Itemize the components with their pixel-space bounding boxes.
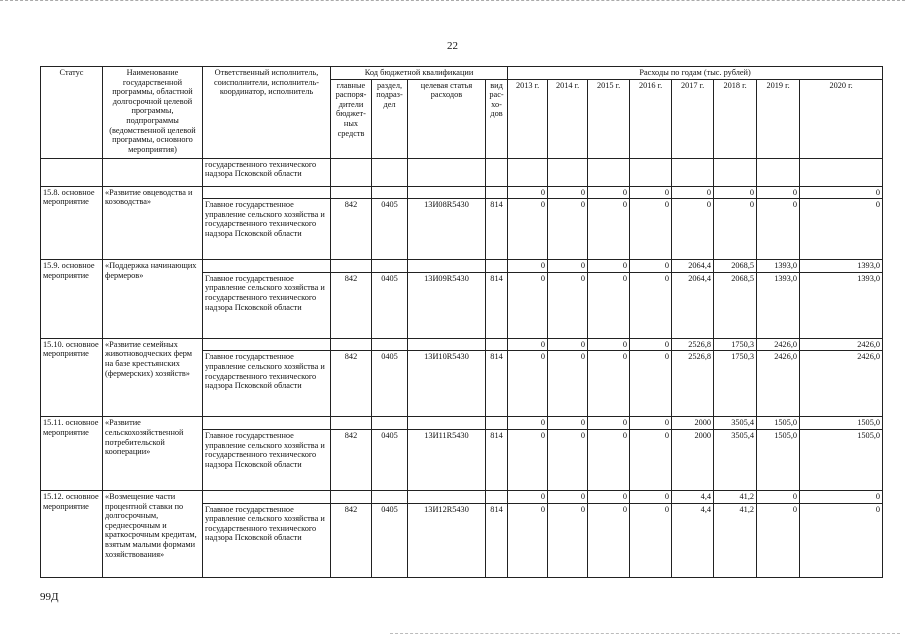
col-csr: целевая статья расходов [408,79,486,158]
total-value-cell: 0 [548,338,588,351]
table-row [41,490,883,503]
table-cell [331,417,372,430]
total-value-cell: 2064,4 [672,260,714,273]
total-value-cell: 0 [548,186,588,199]
table-cell [408,260,486,273]
value-cell: 0 [588,429,630,490]
razdel-cell: 0405 [372,429,408,490]
total-value-cell: 0 [672,186,714,199]
scan-bottom-edge [390,633,900,635]
table-cell [331,186,372,199]
csr-cell: 13И08R5430 [408,199,486,260]
table-cell [486,417,508,430]
total-value-cell: 0 [800,490,883,503]
value-cell: 0 [508,199,548,260]
continuation-row [41,158,883,186]
table-cell [800,158,883,186]
status-cell: 15.11. основное мероприятие [41,417,103,491]
total-value-cell: 0 [630,490,672,503]
value-cell: 0 [630,429,672,490]
value-cell: 0 [588,351,630,417]
table-row [41,338,883,351]
vr-cell: 814 [486,503,508,577]
value-cell: 0 [630,272,672,338]
col-executor: Ответственный исполнитель, соисполнители, исполнитель-координатор, исполнитель [203,67,331,159]
name-cell: «Возмещение части процентной ставки по долгосрочным, среднесрочным и краткосрочным кредитам, взятым малыми формами хозяйствования» [103,490,203,577]
table-cell [486,260,508,273]
table-cell [757,158,800,186]
col-expenses-group: Расходы по годам (тыс. рублей) [508,67,883,80]
executor-cell: Главное государственное управление сельского хозяйства и государственного технического надзора Псковской области [203,351,331,417]
table-cell [408,490,486,503]
grbs-cell: 842 [331,351,372,417]
table-cell [486,186,508,199]
razdel-cell: 0405 [372,503,408,577]
value-cell: 0 [508,351,548,417]
table-cell [408,158,486,186]
value-cell: 1750,3 [714,351,757,417]
value-cell: 0 [548,199,588,260]
value-cell: 0 [630,351,672,417]
value-cell: 1505,0 [757,429,800,490]
table-cell [203,186,331,199]
value-cell: 2426,0 [757,351,800,417]
table-cell [203,338,331,351]
csr-cell: 13И12R5430 [408,503,486,577]
value-cell: 3505,4 [714,429,757,490]
total-value-cell: 1505,0 [757,417,800,430]
executor-cell: Главное государственное управление сельского хозяйства и государственного технического надзора Псковской области [203,272,331,338]
table-cell [372,186,408,199]
table-cell [203,417,331,430]
value-cell: 2526,8 [672,351,714,417]
total-value-cell: 1750,3 [714,338,757,351]
table-cell [408,186,486,199]
value-cell: 2426,0 [800,351,883,417]
value-cell: 0 [548,351,588,417]
total-value-cell: 0 [588,186,630,199]
col-grbs: главные распоря- дители бюджет- ных средств [331,79,372,158]
total-value-cell: 0 [548,260,588,273]
total-value-cell: 1393,0 [800,260,883,273]
value-cell: 0 [672,199,714,260]
col-year: 2017 г. [672,79,714,158]
value-cell: 2000 [672,429,714,490]
razdel-cell: 0405 [372,272,408,338]
total-value-cell: 0 [588,338,630,351]
table-cell [372,158,408,186]
col-year: 2020 г. [800,79,883,158]
executor-cell: Главное государственное управление сельского хозяйства и государственного технического надзора Псковской области [203,503,331,577]
page-number: 22 [447,40,458,52]
total-value-cell: 0 [508,338,548,351]
value-cell: 0 [548,503,588,577]
total-value-cell: 2068,5 [714,260,757,273]
value-cell: 0 [588,503,630,577]
total-value-cell: 0 [548,490,588,503]
total-value-cell: 2000 [672,417,714,430]
value-cell: 0 [630,199,672,260]
total-value-cell: 0 [508,417,548,430]
table-cell [672,158,714,186]
col-year: 2014 г. [548,79,588,158]
table-cell [372,338,408,351]
table-cell [486,490,508,503]
value-cell: 2064,4 [672,272,714,338]
executor-cell: Главное государственное управление сельского хозяйства и государственного технического надзора Псковской области [203,199,331,260]
value-cell: 0 [588,199,630,260]
table-cell [331,490,372,503]
table-cell [372,490,408,503]
table-cell [548,158,588,186]
csr-cell: 13И09R5430 [408,272,486,338]
total-value-cell: 2426,0 [757,338,800,351]
table-cell [203,260,331,273]
total-value-cell: 3505,4 [714,417,757,430]
value-cell: 0 [800,503,883,577]
razdel-cell: 0405 [372,351,408,417]
col-vr: вид рас- хо- дов [486,79,508,158]
table-cell [486,338,508,351]
value-cell: 0 [757,199,800,260]
total-value-cell: 0 [630,186,672,199]
table-cell [588,158,630,186]
value-cell: 1393,0 [757,272,800,338]
footer-code: 99Д [40,591,59,603]
executor-cell: Главное государственное управление сельского хозяйства и государственного технического надзора Псковской области [203,429,331,490]
value-cell: 4,4 [672,503,714,577]
grbs-cell: 842 [331,199,372,260]
total-value-cell: 0 [548,417,588,430]
table-cell [331,338,372,351]
vr-cell: 814 [486,429,508,490]
header-row-1 [41,67,883,80]
status-cell: 15.10. основное мероприятие [41,338,103,417]
col-year: 2013 г. [508,79,548,158]
table-row [41,417,883,430]
status-cell: 15.12. основное мероприятие [41,490,103,577]
total-value-cell: 1393,0 [757,260,800,273]
table-cell [331,260,372,273]
total-value-cell: 41,2 [714,490,757,503]
table-row [41,260,883,273]
total-value-cell: 2526,8 [672,338,714,351]
col-status: Статус [41,67,103,159]
budget-table [40,66,883,578]
name-cell: «Развитие семейных животноводческих ферм на базе крестьянских (фермерских) хозяйств» [103,338,203,417]
table-cell [41,158,103,186]
total-value-cell: 0 [508,186,548,199]
total-value-cell: 0 [508,490,548,503]
total-value-cell: 0 [630,417,672,430]
value-cell: 41,2 [714,503,757,577]
value-cell: 1393,0 [800,272,883,338]
col-razdel: раздел, подраз- дел [372,79,408,158]
name-cell: «Развитие сельскохозяйственной потребительской кооперации» [103,417,203,491]
value-cell: 0 [508,272,548,338]
razdel-cell: 0405 [372,199,408,260]
table-cell [103,158,203,186]
total-value-cell: 0 [630,260,672,273]
table-row [41,186,883,199]
name-cell: «Поддержка начинающих фермеров» [103,260,203,339]
table-cell [372,260,408,273]
table-cell [630,158,672,186]
table-cell [714,158,757,186]
value-cell: 0 [800,199,883,260]
col-year: 2018 г. [714,79,757,158]
vr-cell: 814 [486,199,508,260]
total-value-cell: 0 [630,338,672,351]
status-cell: 15.9. основное мероприятие [41,260,103,339]
total-value-cell: 0 [800,186,883,199]
scan-top-edge [0,0,905,6]
total-value-cell: 2426,0 [800,338,883,351]
value-cell: 0 [757,503,800,577]
total-value-cell: 0 [508,260,548,273]
col-name: Наименование государственной программы, областной долгосрочной целевой программы, подпрограммы (ведомственной целевой программы, основного мероприятия) [103,67,203,159]
value-cell: 0 [714,199,757,260]
continuation-executor: государственного технического надзора Псковской области [203,158,331,186]
total-value-cell: 0 [588,417,630,430]
total-value-cell: 0 [588,260,630,273]
total-value-cell: 1505,0 [800,417,883,430]
table-cell [508,158,548,186]
name-cell: «Развитие овцеводства и козоводства» [103,186,203,260]
total-value-cell: 0 [757,186,800,199]
value-cell: 1505,0 [800,429,883,490]
table-cell [331,158,372,186]
grbs-cell: 842 [331,503,372,577]
value-cell: 0 [630,503,672,577]
vr-cell: 814 [486,272,508,338]
value-cell: 2068,5 [714,272,757,338]
csr-cell: 13И11R5430 [408,429,486,490]
col-year: 2019 г. [757,79,800,158]
total-value-cell: 0 [588,490,630,503]
value-cell: 0 [508,503,548,577]
col-year: 2016 г. [630,79,672,158]
status-cell: 15.8. основное мероприятие [41,186,103,260]
total-value-cell: 0 [714,186,757,199]
table-cell [203,490,331,503]
value-cell: 0 [548,272,588,338]
csr-cell: 13И10R5430 [408,351,486,417]
grbs-cell: 842 [331,429,372,490]
table-cell [408,338,486,351]
table-cell [486,158,508,186]
value-cell: 0 [548,429,588,490]
total-value-cell: 4,4 [672,490,714,503]
value-cell: 0 [588,272,630,338]
col-budget-code-group: Код бюджетной квалификации [331,67,508,80]
col-year: 2015 г. [588,79,630,158]
table-cell [408,417,486,430]
value-cell: 0 [508,429,548,490]
table-cell [372,417,408,430]
total-value-cell: 0 [757,490,800,503]
grbs-cell: 842 [331,272,372,338]
vr-cell: 814 [486,351,508,417]
